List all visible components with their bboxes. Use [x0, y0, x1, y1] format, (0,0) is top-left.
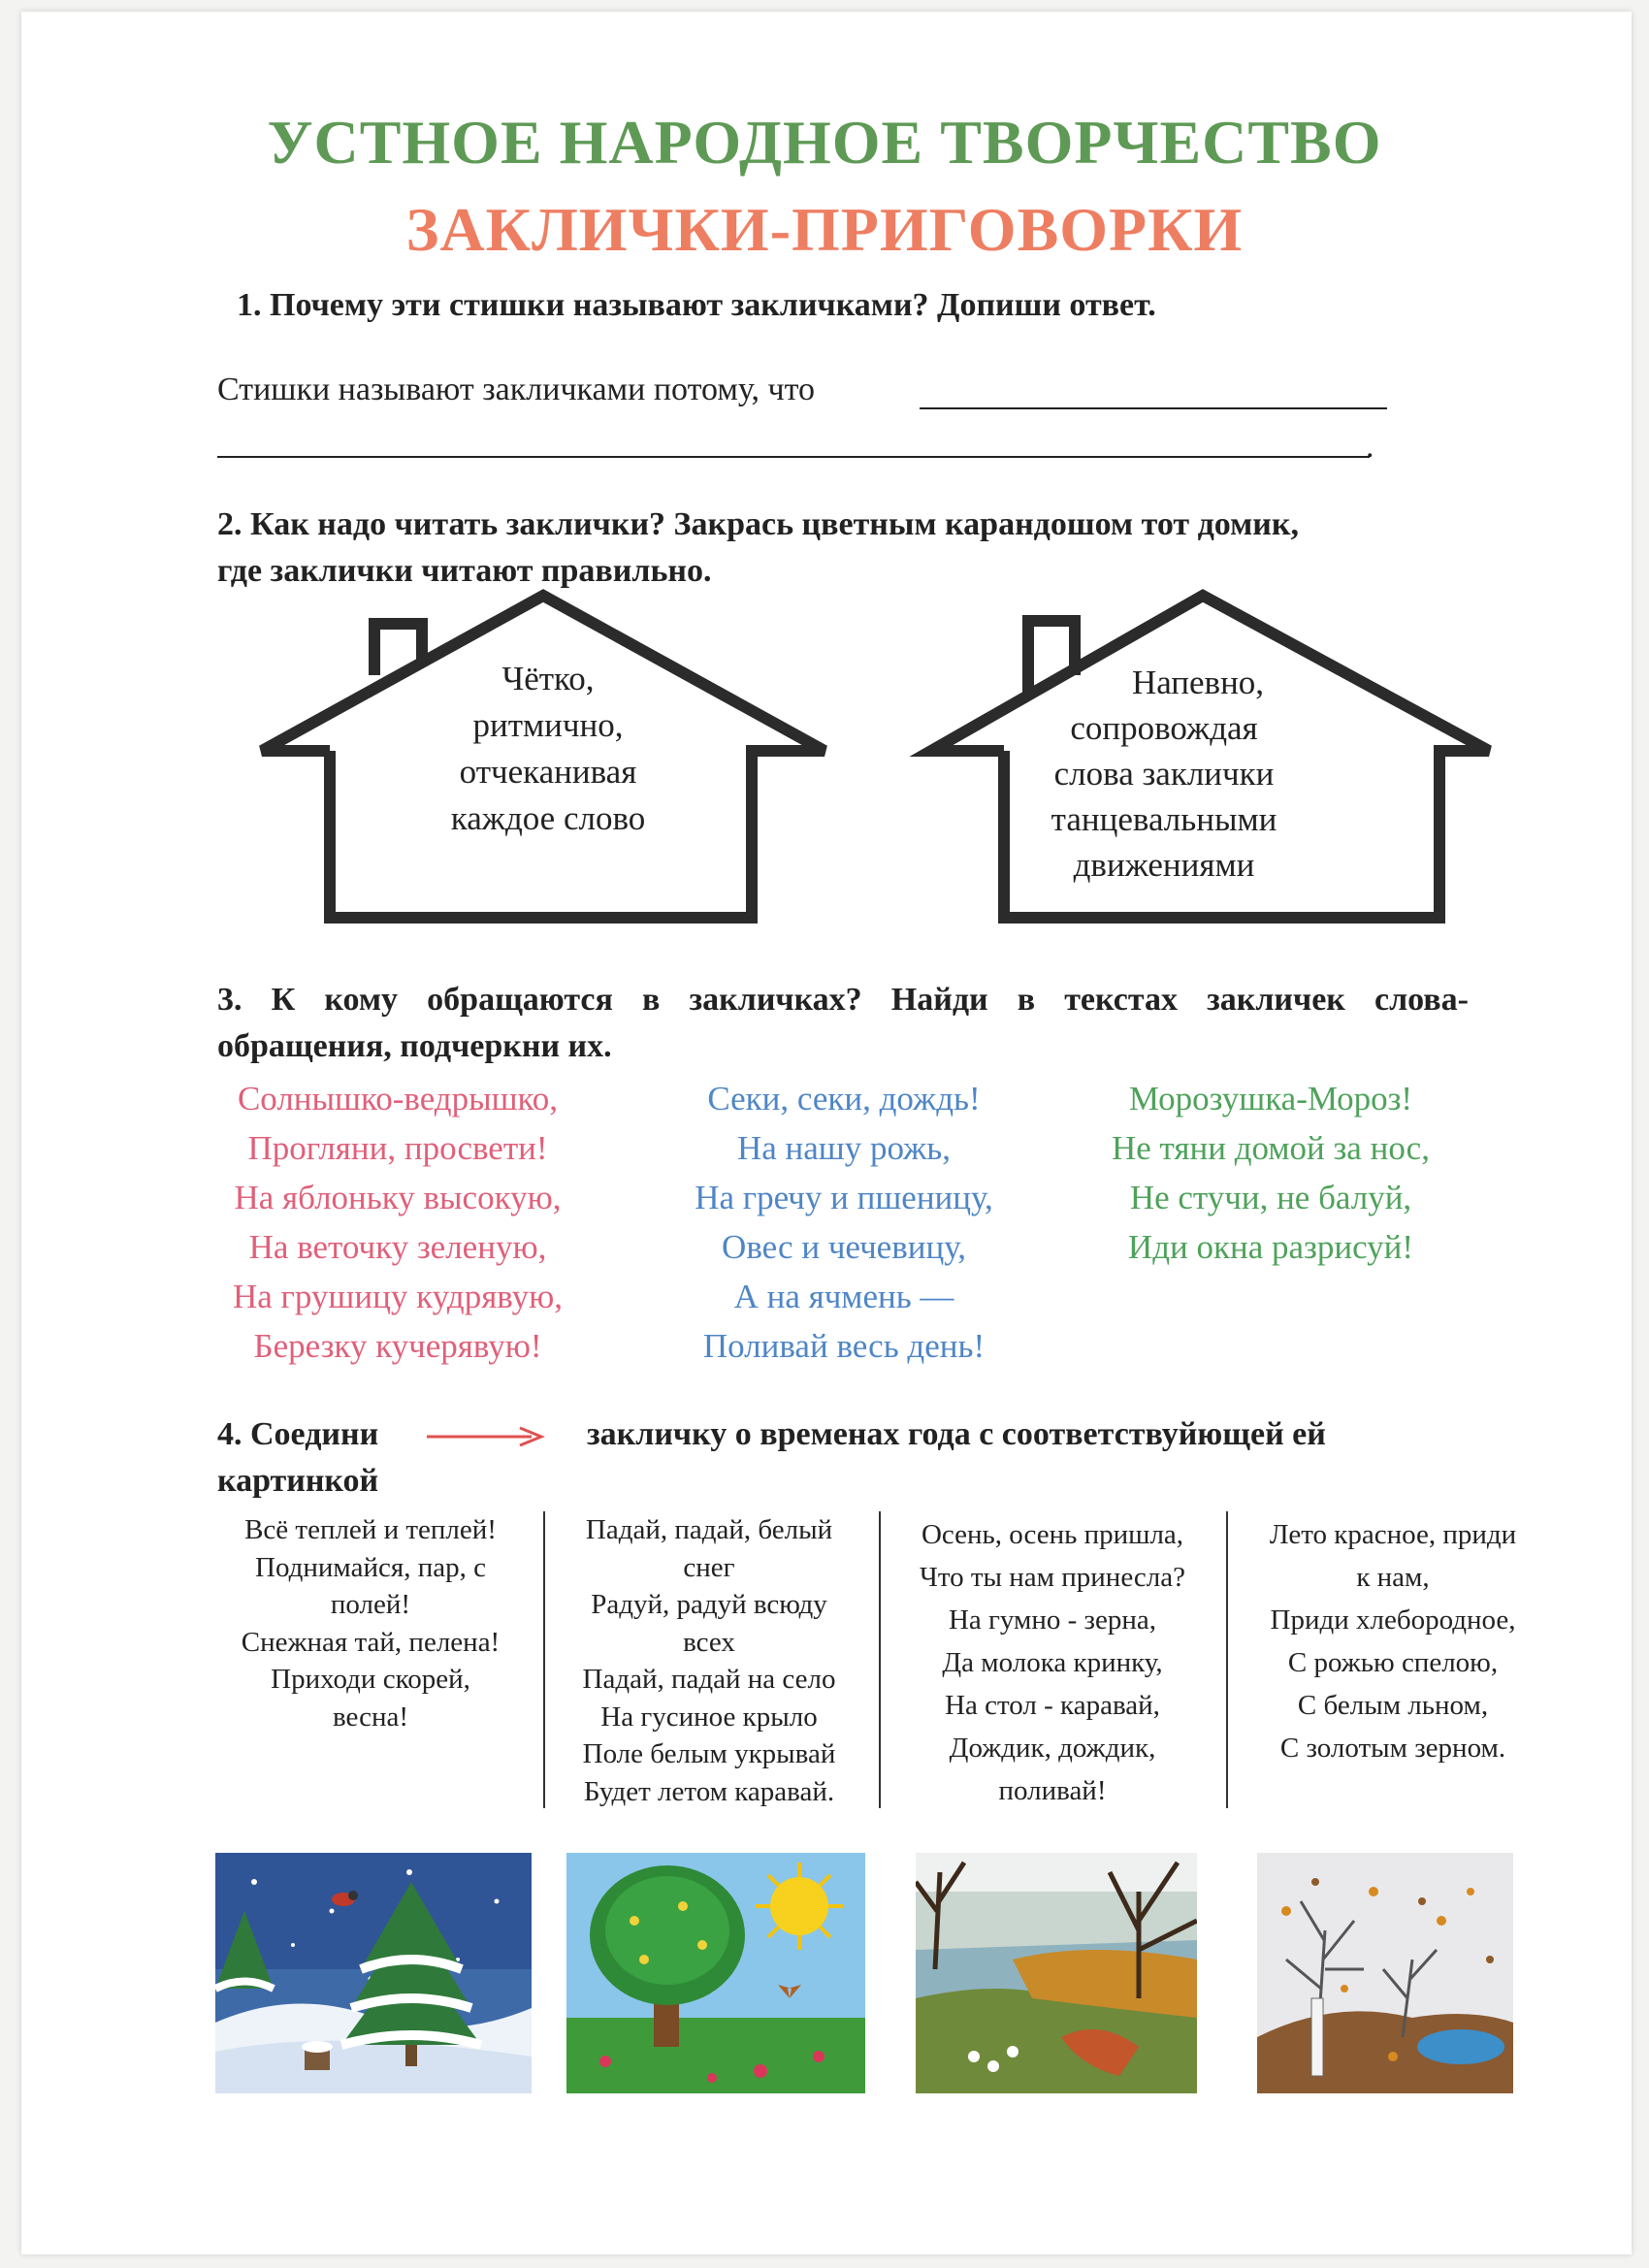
house-right-text: Напевно, сопровождая слова заклички танцевальными движениями: [1051, 664, 1277, 884]
poem-line[interactable]: На грушицу кудрявую,: [232, 1278, 564, 1315]
winter-picture[interactable]: [215, 1853, 532, 2093]
column-divider: [879, 1511, 881, 1808]
question-4-part2: закличку о временах года с соответствуйющей ей: [587, 1416, 1326, 1452]
poem-line[interactable]: Морозушка-Мороз!: [1128, 1080, 1413, 1118]
poem-autumn-column[interactable]: Осень, осень пришла, Что ты нам принесла? На гумно - зерна, Да молока кринку, На стол - каравай, Дождик, дождик, поливай!: [919, 1519, 1186, 1806]
summer-picture[interactable]: [566, 1853, 865, 2093]
question-2-line1: 2. Как надо читать заклички? Закрась цветным карандошом тот домик,: [217, 506, 1299, 542]
house-left-text: Чётко, ритмично, отчеканивая каждое слово: [450, 660, 646, 837]
poem-line[interactable]: Не тяни домой за нос,: [1112, 1129, 1430, 1167]
poem-winter-column[interactable]: Падай, падай, белый снег Радуй, радуй всюду всех Падай, падай на село На гусиное крыло Поле белым укрывай Будет летом каравай.: [582, 1514, 836, 1807]
arrow-right-icon: [423, 1422, 549, 1451]
poem-line[interactable]: Прогляни, просвети!: [247, 1129, 548, 1167]
poem-line[interactable]: Солнышко-ведрышко,: [237, 1080, 559, 1118]
answer-prefix: Стишки называют закличками потому, что: [217, 372, 815, 407]
poem-line[interactable]: Овес и чечевицу,: [722, 1228, 966, 1266]
spring-picture[interactable]: [916, 1853, 1197, 2093]
poem-line[interactable]: Березку кучерявую!: [253, 1327, 542, 1365]
column-divider: [1226, 1511, 1228, 1808]
column-divider: [543, 1511, 545, 1808]
poem-line[interactable]: Не стучи, не балуй,: [1129, 1179, 1412, 1216]
question-4-line2: картинкой: [217, 1463, 379, 1499]
poem-line[interactable]: А на ячмень —: [733, 1278, 954, 1315]
poem-frost: [1067, 1074, 1474, 1272]
poem-sun: [194, 1074, 601, 1371]
poem-rain: [640, 1074, 1048, 1371]
houses-drawing: [0, 0, 1649, 970]
answer-end-dot: .: [1366, 429, 1374, 465]
poem-line[interactable]: На веточку зеленую,: [248, 1228, 547, 1266]
poem-line[interactable]: На нашу рожь,: [736, 1129, 952, 1167]
poem-line[interactable]: На гречу и пшеницу,: [695, 1179, 993, 1216]
poem-line[interactable]: Поливай весь день!: [702, 1327, 986, 1365]
poem-summer-column[interactable]: Лето красное, приди к нам, Приди хлебородное, С рожью спелою, С белым льном, С золотым зерном.: [1269, 1519, 1517, 1764]
poem-line[interactable]: Секи, секи, дождь!: [707, 1080, 981, 1118]
question-3-line1: 3. К кому обращаются в закличках? Найди в текстах закличек слова-: [217, 982, 1469, 1018]
page-subtitle: ЗАКЛИЧКИ-ПРИГОВОРКИ: [405, 195, 1244, 264]
poem-line[interactable]: На яблоньку высокую,: [234, 1179, 562, 1216]
poem-line[interactable]: Иди окна разрисуй!: [1127, 1228, 1414, 1266]
question-1: 1. Почему эти стишки называют закличками? Допиши ответ.: [237, 287, 1156, 323]
page-title: УСТНОЕ НАРОДНОЕ ТВОРЧЕСТВО: [267, 108, 1382, 177]
question-3-line2: обращения, подчеркни их.: [217, 1028, 612, 1064]
question-4-part1: 4. Соедини: [217, 1416, 379, 1452]
autumn-picture[interactable]: [1257, 1853, 1513, 2093]
question-2-line2: где заклички читают правильно.: [217, 553, 712, 589]
poem-spring-column[interactable]: Всё теплей и теплей! Поднимайся, пар, с полей! Снежная тай, пелена! Приходи скорей, весна!: [241, 1514, 501, 1733]
